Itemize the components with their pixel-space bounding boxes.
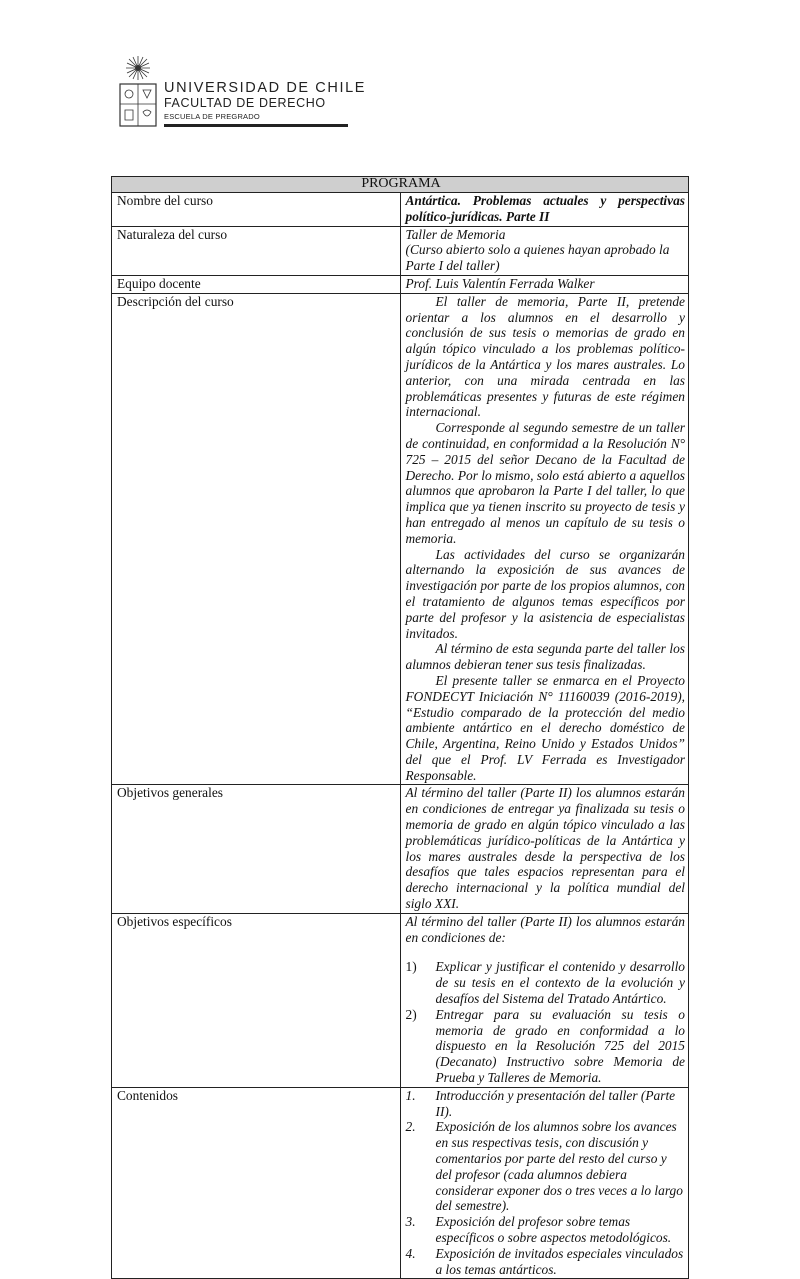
header-rule: [164, 124, 348, 127]
row-course-name: [112, 193, 689, 227]
list-item: [406, 1088, 686, 1120]
specific-objectives-label: Objetivos específicos: [112, 913, 401, 1087]
list-item: [406, 1119, 686, 1214]
nature-line-1: Taller de Memoria: [405, 226, 506, 242]
description-label: Descripción del curso: [112, 293, 401, 785]
team-label: Equipo docente: [112, 275, 401, 293]
list-item-number: 2.: [405, 1119, 416, 1135]
program-title: PROGRAMA: [112, 177, 689, 193]
specific-objectives-list: [406, 959, 686, 1085]
general-objectives-label: Objetivos generales: [112, 785, 401, 913]
list-item: [406, 1214, 686, 1246]
list-item-text: Entregar para su evaluación su tesis o memoria de grado en conformidad a lo dispuesto en la Resolución 725 del 2015 (Decanato) Instructivo sobre Memoria de Prueba y Talleres de Memoria.: [435, 1006, 685, 1086]
university-coat-of-arms-icon: [116, 54, 160, 130]
description-paragraph: Al término de esta segunda parte del taller los alumnos debieran tener sus tesis finalizadas.: [405, 641, 685, 673]
description-paragraph: Las actividades del curso se organizarán alternando la exposición de sus avances de investigación por parte de los propios alumnos, con el tratamiento de algunos temas específicos por parte del profesor y la asistencia de especialistas invitados.: [405, 546, 685, 641]
team-value: Prof. Luis Valentín Ferrada Walker: [400, 275, 689, 293]
list-item-number: 4.: [405, 1245, 416, 1261]
row-contents: [112, 1087, 689, 1279]
list-item-number: 1): [405, 959, 417, 975]
university-name: UNIVERSIDAD DE CHILE: [164, 80, 367, 96]
list-item-number: 2): [405, 1006, 417, 1022]
list-item-number: 3.: [405, 1214, 416, 1230]
contents-list: [406, 1088, 686, 1278]
specific-objectives-value: [400, 913, 689, 1087]
contents-label: Contenidos: [112, 1087, 401, 1279]
row-nature: [112, 226, 689, 275]
row-specific-objectives: [112, 913, 689, 1087]
faculty-name: FACULTAD DE DERECHO: [164, 96, 326, 110]
contents-value: [400, 1087, 689, 1279]
school-name: ESCUELA DE PREGRADO: [164, 112, 260, 121]
description-paragraph: El taller de memoria, Parte II, pretende orientar a los alumnos en el desarrollo y conclusión de sus tesis o memorias de grado en algún tópico vinculado a los problemas político-jurídicos de la Antártica y los mares australes. Lo anterior, con una mirada centrada en las problemáticas presentes y futuras de este régimen internacional.: [405, 293, 685, 420]
nature-line-2: (Curso abierto solo a quienes hayan aprobado la Parte I del taller): [405, 242, 670, 274]
course-name-label: Nombre del curso: [112, 193, 401, 227]
program-table: [111, 176, 689, 1279]
list-item-text: Explicar y justificar el contenido y desarrollo de su tesis en el contexto de la evolución y desafíos del Sistema del Tratado Antártico.: [435, 959, 685, 1007]
nature-label: Naturaleza del curso: [112, 226, 401, 275]
list-item-text: Introducción y presentación del taller (Parte II).: [435, 1087, 676, 1119]
specific-objectives-intro: Al término del taller (Parte II) los alumnos estarán en condiciones de:: [405, 913, 685, 945]
description-paragraph: Corresponde al segundo semestre de un taller de continuidad, en conformidad a la Resolución N° 725 – 2015 del señor Decano de la Facultad de Derecho. Por lo mismo, solo está abierto a aquellos alumnos que aprobaron la Parte I del taller, lo que implica que ya tienen inscrito su proyecto de tesis y han entregado al menos un capítulo de su tesis o memoria.: [405, 420, 685, 546]
course-name-value: Antártica. Problemas actuales y perspectivas político-jurídicas. Parte II: [400, 193, 689, 227]
list-item-number: 1.: [405, 1087, 416, 1103]
row-description: [112, 293, 689, 785]
list-item: [406, 959, 686, 1006]
page-header: [116, 54, 367, 130]
list-item-text: Exposición de invitados especiales vinculados a los temas antárticos.: [435, 1245, 684, 1277]
list-item-text: Exposición de los alumnos sobre los avances en sus respectivas tesis, con discusión y comentarios por parte del resto del curso y del profesor (cada alumnos debiera considerar exponer dos o tres veces a lo largo del semestre).: [435, 1119, 683, 1214]
nature-value: [400, 226, 689, 275]
description-paragraph: El presente taller se enmarca en el Proyecto FONDECYT Iniciación N° 11160039 (2016-2019), “Estudio comparado de la protección del medio ambiente antártico en el derecho doméstico de Chile, Argentina, Reino Unido y Estados Unidos” del que el Prof. LV Ferrada es Investigador Responsable.: [405, 672, 685, 783]
row-general-objectives: [112, 785, 689, 913]
description-value: [400, 293, 689, 785]
row-team: [112, 275, 689, 293]
list-item: [406, 1246, 686, 1278]
program-title-row: [112, 177, 689, 193]
general-objectives-value: Al término del taller (Parte II) los alumnos estarán en condiciones de entregar ya finalizada su tesis o memoria de grado en algún tópico vinculado a las problemáticas jurídico-políticas de la Antártica y los mares australes desde la perspectiva de los desafíos que tales espacios representan para el derecho internacional y la política mundial del siglo XXI.: [400, 785, 689, 913]
list-item: [406, 1007, 686, 1086]
list-item-text: Exposición del profesor sobre temas específicos o sobre aspectos metodológicos.: [435, 1214, 672, 1245]
institution-block: [164, 80, 366, 122]
